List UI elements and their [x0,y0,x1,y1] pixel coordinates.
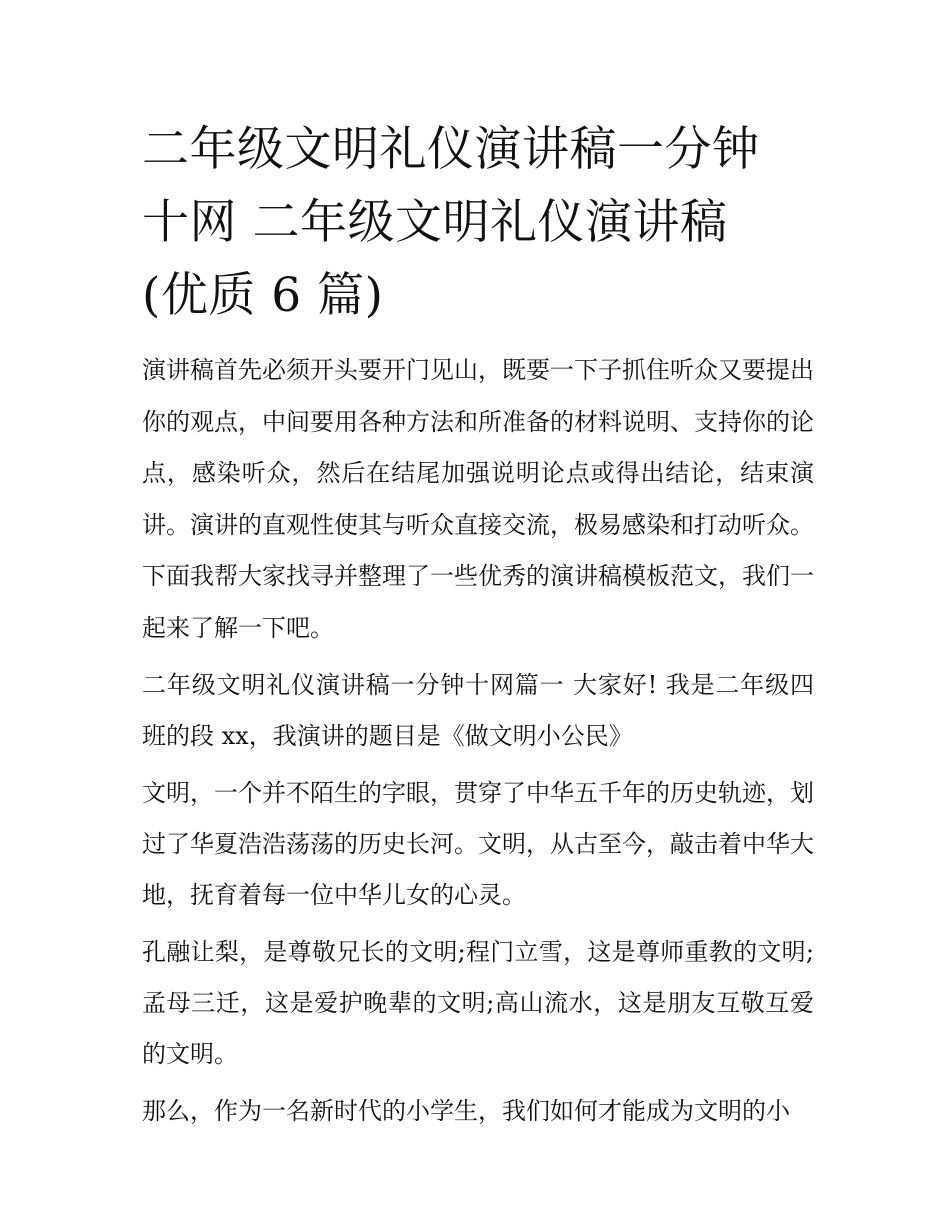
paragraph: 文明，一个并不陌生的字眼，贯穿了中华五千年的历史轨迹，划过了华夏浩浩荡荡的历史长河。文明，从古至今，敲击着中华大地，抚育着每一位中华儿女的心灵。 [142,779,814,909]
document-title [142,113,814,332]
paragraph: 那么，作为一名新时代的小学生，我们如何才能成为文明的小 [142,1097,790,1125]
title-line: (优质 6 篇) [142,268,384,323]
paragraph: 孔融让梨，是尊敬兄长的文明;程门立雪，这是尊师重教的文明;孟母三迁，这是爱护晚辈的文明;高山流水，这是朋友互敬互爱的文明。 [142,938,814,1068]
title-line: 二年级文明礼仪演讲稿一分钟 [142,122,760,177]
intro-paragraph: 演讲稿首先必须开头要开门见山，既要一下子抓住听众又要提出你的观点，中间要用各种方法和所准备的材料说明、支持你的论点，感染听众，然后在结尾加强说明论点或得出结论，结束演讲。演讲的直观性使其与听众直接交流，极易感染和打动听众。下面我帮大家找寻并整理了一些优秀的演讲稿模板范文，我们一起来了解一下吧。 [142,356,814,642]
paragraph: 二年级文明礼仪演讲稿一分钟十网篇一 大家好! 我是二年级四班的段 xx，我演讲的题目是《做文明小公民》 [142,671,814,750]
paragraph-list [142,345,814,1137]
title-line: 十网 二年级文明礼仪演讲稿 [142,195,728,250]
document-body [142,113,814,1143]
